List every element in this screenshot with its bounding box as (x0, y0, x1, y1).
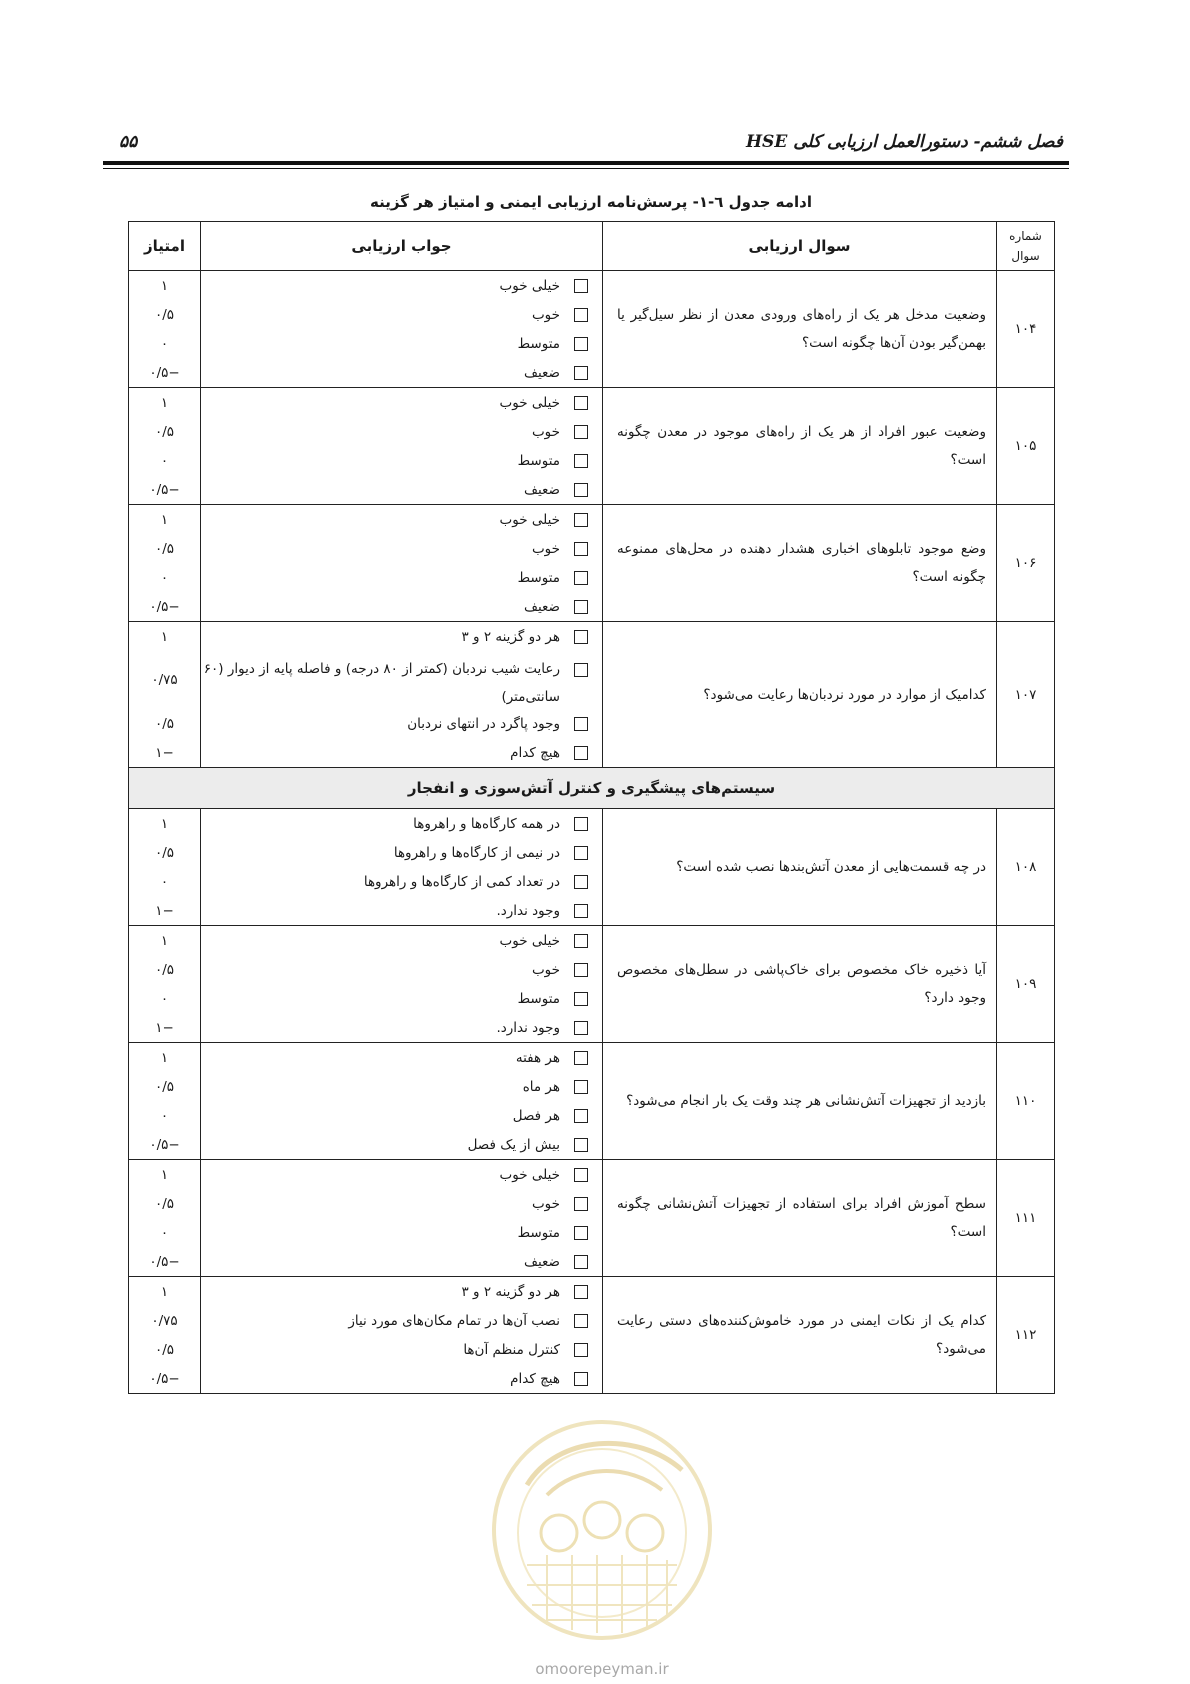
answer-option (201, 446, 602, 475)
answer-option (201, 838, 602, 867)
option-label: خوب (531, 961, 560, 978)
option-label: هر فصل (512, 1107, 560, 1124)
answer-option (201, 1013, 602, 1042)
option-label: هیچ کدام (510, 1370, 560, 1387)
option-score: ۰/۵ (154, 423, 175, 440)
option-checkbox[interactable] (574, 483, 588, 497)
question-text: وضع موجود تابلوهای اخباری هشدار دهنده در محل‌های ممنوعه چگونه است؟ (603, 505, 997, 622)
answer-option (201, 926, 602, 955)
header-rule-thick (103, 161, 1069, 165)
option-label: خیلی خوب (499, 277, 560, 294)
option-checkbox[interactable] (574, 425, 588, 439)
option-checkbox[interactable] (574, 1109, 588, 1123)
answer-options (201, 809, 603, 926)
question-row (129, 388, 1055, 505)
option-label: هر دو گزینه ۲ و ۳ (461, 628, 560, 645)
option-checkbox[interactable] (574, 1314, 588, 1328)
option-score: ۰/۵ (154, 306, 175, 323)
option-label: ضعیف (523, 1253, 560, 1270)
column-header-score: امتیاز (129, 222, 201, 271)
question-row (129, 926, 1055, 1043)
question-text: کدامیک از موارد در مورد نردبان‌ها رعایت می‌شود؟ (603, 622, 997, 768)
option-score: ۰/۵ (154, 540, 175, 557)
page-number: ۵۵ (119, 132, 138, 152)
option-label: بیش از یک فصل (467, 1136, 560, 1153)
answer-options (201, 622, 603, 768)
section-title: سیستم‌های پیشگیری و کنترل آتش‌سوزی و انفجار (129, 768, 1055, 809)
answer-option (201, 1101, 602, 1130)
option-score: −۱ (155, 902, 174, 919)
option-score: ۱ (160, 628, 169, 645)
option-checkbox[interactable] (574, 1168, 588, 1182)
option-checkbox[interactable] (574, 279, 588, 293)
chapter-title: فصل ششم- دستورالعمل ارزیابی کلی HSE (746, 132, 1063, 152)
option-checkbox[interactable] (574, 1138, 588, 1152)
answer-option (201, 809, 602, 838)
answer-option (201, 622, 602, 651)
question-number: ۱۰۷ (997, 622, 1055, 768)
option-score: ۰/۵ (154, 1078, 175, 1095)
table-header-row (129, 222, 1055, 271)
question-row (129, 1160, 1055, 1277)
option-score: ۱ (160, 277, 169, 294)
answer-option (201, 867, 602, 896)
option-label: متوسط (517, 335, 560, 352)
option-score: ۰ (160, 1107, 169, 1124)
question-text: وضعیت عبور افراد از هر یک از راه‌های موجود در معدن چگونه است؟ (603, 388, 997, 505)
option-score: ۰ (160, 1224, 169, 1241)
option-score: ۰/۵ (154, 1341, 175, 1358)
option-label: کنترل منظم آن‌ها (463, 1341, 560, 1358)
option-score: ۰ (160, 569, 169, 586)
answer-option (201, 709, 602, 738)
option-label: در همه کارگاه‌ها و راهروها (413, 815, 560, 832)
question-number: ۱۰۴ (997, 271, 1055, 388)
option-label: متوسط (517, 990, 560, 1007)
option-label: متوسط (517, 569, 560, 586)
option-label: وجود ندارد. (496, 902, 560, 919)
score-list (129, 505, 201, 622)
option-label: هر هفته (515, 1049, 560, 1066)
question-number: ۱۰۸ (997, 809, 1055, 926)
option-checkbox[interactable] (574, 1080, 588, 1094)
option-checkbox[interactable] (574, 1285, 588, 1299)
option-label: وجود پاگرد در انتهای نردبان (407, 715, 560, 732)
answer-option (201, 651, 602, 709)
option-label: خیلی خوب (499, 394, 560, 411)
option-label: متوسط (517, 452, 560, 469)
option-checkbox[interactable] (574, 1051, 588, 1065)
option-checkbox[interactable] (574, 717, 588, 731)
answer-option (201, 534, 602, 563)
publisher-logo-watermark (487, 1415, 717, 1645)
answer-options (201, 1043, 603, 1160)
answer-option (201, 271, 602, 300)
answer-option (201, 1218, 602, 1247)
answer-option (201, 1043, 602, 1072)
header-rule-thin (103, 168, 1069, 169)
option-label: متوسط (517, 1224, 560, 1241)
answer-option (201, 1072, 602, 1101)
option-score: ۰ (160, 990, 169, 1007)
option-score: ۱ (160, 932, 169, 949)
answer-option (201, 563, 602, 592)
question-text: وضعیت مدخل هر یک از راه‌های ورودی معدن از نظر سیل‌گیر یا بهمن‌گیر بودن آن‌ها چگونه است؟ (603, 271, 997, 388)
question-text: سطح آموزش افراد برای استفاده از تجهیزات آتش‌نشانی چگونه است؟ (603, 1160, 997, 1277)
option-checkbox[interactable] (574, 1226, 588, 1240)
option-checkbox[interactable] (574, 396, 588, 410)
question-row (129, 271, 1055, 388)
answer-option (201, 896, 602, 925)
question-number: ۱۱۱ (997, 1160, 1055, 1277)
answer-option (201, 592, 602, 621)
option-checkbox[interactable] (574, 542, 588, 556)
option-label: در نیمی از کارگاه‌ها و راهروها (393, 844, 560, 861)
option-checkbox[interactable] (574, 308, 588, 322)
column-header-answer: جواب ارزیابی (201, 222, 603, 271)
option-checkbox[interactable] (574, 454, 588, 468)
option-checkbox[interactable] (574, 600, 588, 614)
option-score: ۰ (160, 873, 169, 890)
table-title: ادامه جدول ٦-١- پرسش‌نامه ارزیابی ایمنی و امتیاز هر گزینه (369, 193, 813, 211)
column-header-number (997, 222, 1055, 271)
option-checkbox[interactable] (574, 934, 588, 948)
option-label: خوب (531, 306, 560, 323)
answer-options (201, 926, 603, 1043)
option-score: ۰/۷۵ (151, 1312, 178, 1329)
question-number: ۱۱۲ (997, 1277, 1055, 1394)
column-header-number-line2: سوال (1011, 249, 1040, 263)
option-score: ۰/۵ (154, 1195, 175, 1212)
option-checkbox[interactable] (574, 1021, 588, 1035)
score-list (129, 926, 201, 1043)
question-text: در چه قسمت‌هایی از معدن آتش‌بندها نصب شده است؟ (603, 809, 997, 926)
answer-options (201, 388, 603, 505)
answer-option (201, 1335, 602, 1364)
option-checkbox[interactable] (574, 904, 588, 918)
page-header (103, 128, 1069, 164)
option-checkbox[interactable] (574, 992, 588, 1006)
answer-option (201, 1130, 602, 1159)
option-score: −۰/۵ (149, 1370, 180, 1387)
question-row (129, 1277, 1055, 1394)
answer-option (201, 329, 602, 358)
option-label: ضعیف (523, 481, 560, 498)
option-score: ۱ (160, 815, 169, 832)
option-score: −۰/۵ (149, 481, 180, 498)
option-score: ۰ (160, 452, 169, 469)
option-label: ضعیف (523, 598, 560, 615)
option-score: −۰/۵ (149, 1253, 180, 1270)
option-checkbox[interactable] (574, 746, 588, 760)
option-score: ۰/۵ (154, 715, 175, 732)
question-number: ۱۱۰ (997, 1043, 1055, 1160)
question-row (129, 622, 1055, 768)
option-score: ۱ (160, 511, 169, 528)
option-checkbox[interactable] (574, 1372, 588, 1386)
answer-option (201, 1306, 602, 1335)
option-checkbox[interactable] (574, 1343, 588, 1357)
option-label: خوب (531, 1195, 560, 1212)
option-score: ۱ (160, 1166, 169, 1183)
option-label: وجود ندارد. (496, 1019, 560, 1036)
option-label: خوب (531, 423, 560, 440)
answer-option (201, 505, 602, 534)
question-text: کدام یک از نکات ایمنی در مورد خاموش‌کننده‌های دستی رعایت می‌شود؟ (603, 1277, 997, 1394)
option-score: −۱ (155, 1019, 174, 1036)
answer-option (201, 984, 602, 1013)
question-row (129, 809, 1055, 926)
answer-option (201, 388, 602, 417)
assessment-table (128, 221, 1055, 1394)
answer-option (201, 1160, 602, 1189)
option-label: در تعداد کمی از کارگاه‌ها و راهروها (363, 873, 560, 890)
option-score: −۰/۵ (149, 1136, 180, 1153)
answer-options (201, 1160, 603, 1277)
option-checkbox[interactable] (574, 366, 588, 380)
option-checkbox[interactable] (574, 513, 588, 527)
answer-options (201, 1277, 603, 1394)
question-row (129, 505, 1055, 622)
option-checkbox[interactable] (574, 630, 588, 644)
option-label: رعایت شیب نردبان (کمتر از ۸۰ درجه) و فاصله پایه از دیوار (۶۰ سانتی‌متر) (203, 661, 560, 705)
score-list (129, 809, 201, 926)
option-label: خوب (531, 540, 560, 557)
option-label: هیچ کدام (510, 744, 560, 761)
score-list (129, 1277, 201, 1394)
option-score: ۰/۷۵ (151, 672, 178, 688)
option-score: ۰/۵ (154, 844, 175, 861)
question-text: آیا ذخیره خاک مخصوص برای خاک‌پاشی در سطل‌های مخصوص وجود دارد؟ (603, 926, 997, 1043)
column-header-question: سوال ارزیابی (603, 222, 997, 271)
question-number: ۱۰۹ (997, 926, 1055, 1043)
option-label: خیلی خوب (499, 511, 560, 528)
question-text: بازدید از تجهیزات آتش‌نشانی هر چند وقت یک بار انجام می‌شود؟ (603, 1043, 997, 1160)
answer-option (201, 1247, 602, 1276)
column-header-number-line1: شماره (1009, 229, 1042, 243)
score-list (129, 271, 201, 388)
answer-option (201, 1364, 602, 1393)
answer-option (201, 738, 602, 767)
website-watermark: omoorepeyman.ir (535, 1660, 669, 1678)
option-checkbox[interactable] (574, 1255, 588, 1269)
answer-option (201, 1189, 602, 1218)
option-label: نصب آن‌ها در تمام مکان‌های مورد نیاز (348, 1312, 560, 1329)
answer-option (201, 417, 602, 446)
option-checkbox[interactable] (574, 963, 588, 977)
option-label: خیلی خوب (499, 932, 560, 949)
answer-options (201, 505, 603, 622)
option-label: خیلی خوب (499, 1166, 560, 1183)
section-row (129, 768, 1055, 809)
answer-option (201, 358, 602, 387)
answer-option (201, 300, 602, 329)
option-score: ۱ (160, 394, 169, 411)
option-checkbox[interactable] (574, 817, 588, 831)
option-checkbox[interactable] (574, 337, 588, 351)
option-checkbox[interactable] (574, 663, 588, 677)
score-list (129, 622, 201, 768)
option-label: هر دو گزینه ۲ و ۳ (461, 1283, 560, 1300)
option-checkbox[interactable] (574, 875, 588, 889)
option-checkbox[interactable] (574, 846, 588, 860)
option-label: هر ماه (522, 1078, 560, 1095)
question-row (129, 1043, 1055, 1160)
option-score: ۰ (160, 335, 169, 352)
option-label: ضعیف (523, 364, 560, 381)
question-number: ۱۰۵ (997, 388, 1055, 505)
answer-option (201, 475, 602, 504)
option-score: ۰/۵ (154, 961, 175, 978)
score-list (129, 1043, 201, 1160)
score-list (129, 388, 201, 505)
answer-options (201, 271, 603, 388)
option-score: ۱ (160, 1049, 169, 1066)
answer-option (201, 1277, 602, 1306)
option-score: ۱ (160, 1283, 169, 1300)
answer-option (201, 955, 602, 984)
score-list (129, 1160, 201, 1277)
option-score: −۰/۵ (149, 364, 180, 381)
option-checkbox[interactable] (574, 571, 588, 585)
question-number: ۱۰۶ (997, 505, 1055, 622)
option-score: −۰/۵ (149, 598, 180, 615)
option-checkbox[interactable] (574, 1197, 588, 1211)
option-score: −۱ (155, 744, 174, 761)
